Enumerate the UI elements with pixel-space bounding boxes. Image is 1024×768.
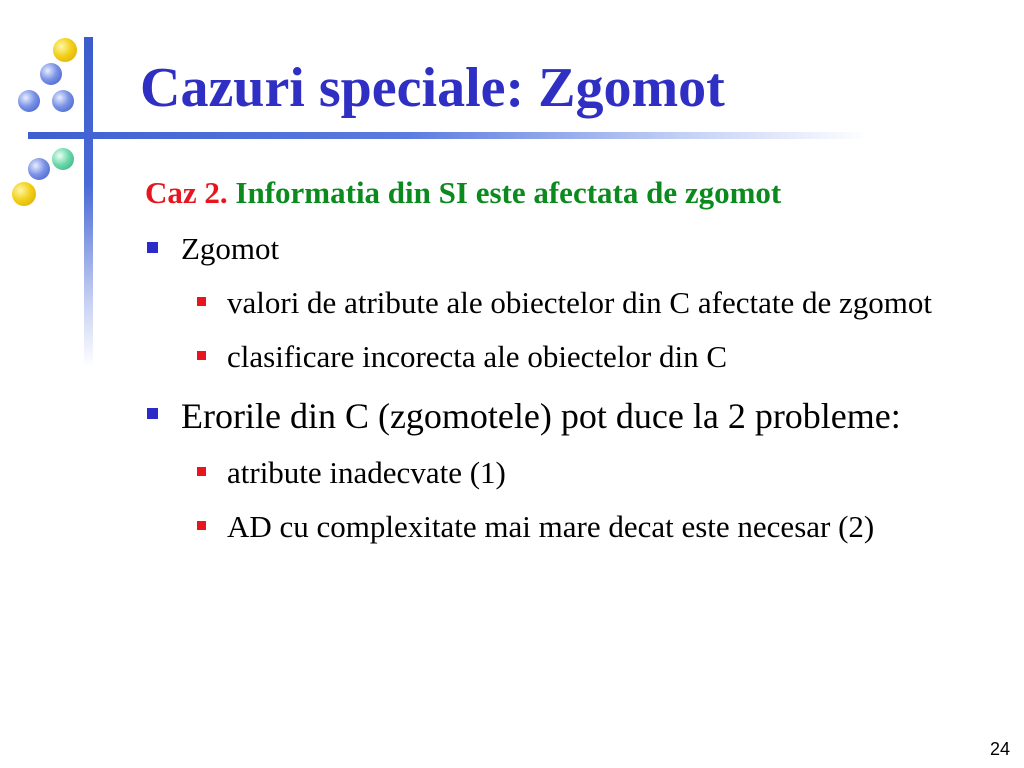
square-bullet-icon — [147, 242, 158, 253]
slide-content — [145, 170, 1005, 546]
sub-bullet-text: atribute inadecvate (1) — [227, 455, 506, 490]
sub-bullet-item — [145, 338, 1005, 376]
square-bullet-icon — [197, 297, 206, 306]
case-label: Caz 2. — [145, 175, 228, 210]
bullet-item — [145, 394, 1005, 438]
slide-title: Cazuri speciale: Zgomot — [140, 57, 725, 119]
case-text: Informatia din SI este afectata de zgomot — [235, 175, 782, 210]
sub-bullet-text: clasificare incorecta ale obiectelor din C — [227, 339, 728, 374]
decorative-dot-blue-4 — [28, 158, 50, 180]
sub-bullet-text: valori de atribute ale obiectelor din C afectate de zgomot — [227, 285, 932, 320]
square-bullet-icon — [197, 521, 206, 530]
page-number: 24 — [989, 739, 1010, 759]
decorative-dot-blue-2 — [18, 90, 40, 112]
bullet-text: Erorile din C (zgomotele) pot duce la 2 probleme: — [181, 396, 901, 436]
sub-bullet-item — [145, 454, 1005, 492]
bullet-item — [145, 230, 1005, 268]
square-bullet-icon — [197, 351, 206, 360]
decorative-dot-blue-1 — [40, 63, 62, 85]
case-heading — [145, 170, 1005, 216]
sub-bullet-item — [145, 284, 1005, 322]
bullet-text: Zgomot — [181, 231, 280, 266]
sub-bullet-item — [145, 508, 1005, 546]
decorative-horizontal-bar — [28, 132, 868, 139]
square-bullet-icon — [197, 467, 206, 476]
decorative-vertical-bar — [84, 37, 93, 367]
square-bullet-icon — [147, 408, 158, 419]
decorative-dot-teal — [52, 148, 74, 170]
sub-bullet-text: AD cu complexitate mai mare decat este necesar (2) — [227, 509, 875, 544]
decorative-dot-yellow-bottom — [12, 182, 36, 206]
decorative-dot-yellow-top — [53, 38, 77, 62]
decorative-dot-blue-3 — [52, 90, 74, 112]
